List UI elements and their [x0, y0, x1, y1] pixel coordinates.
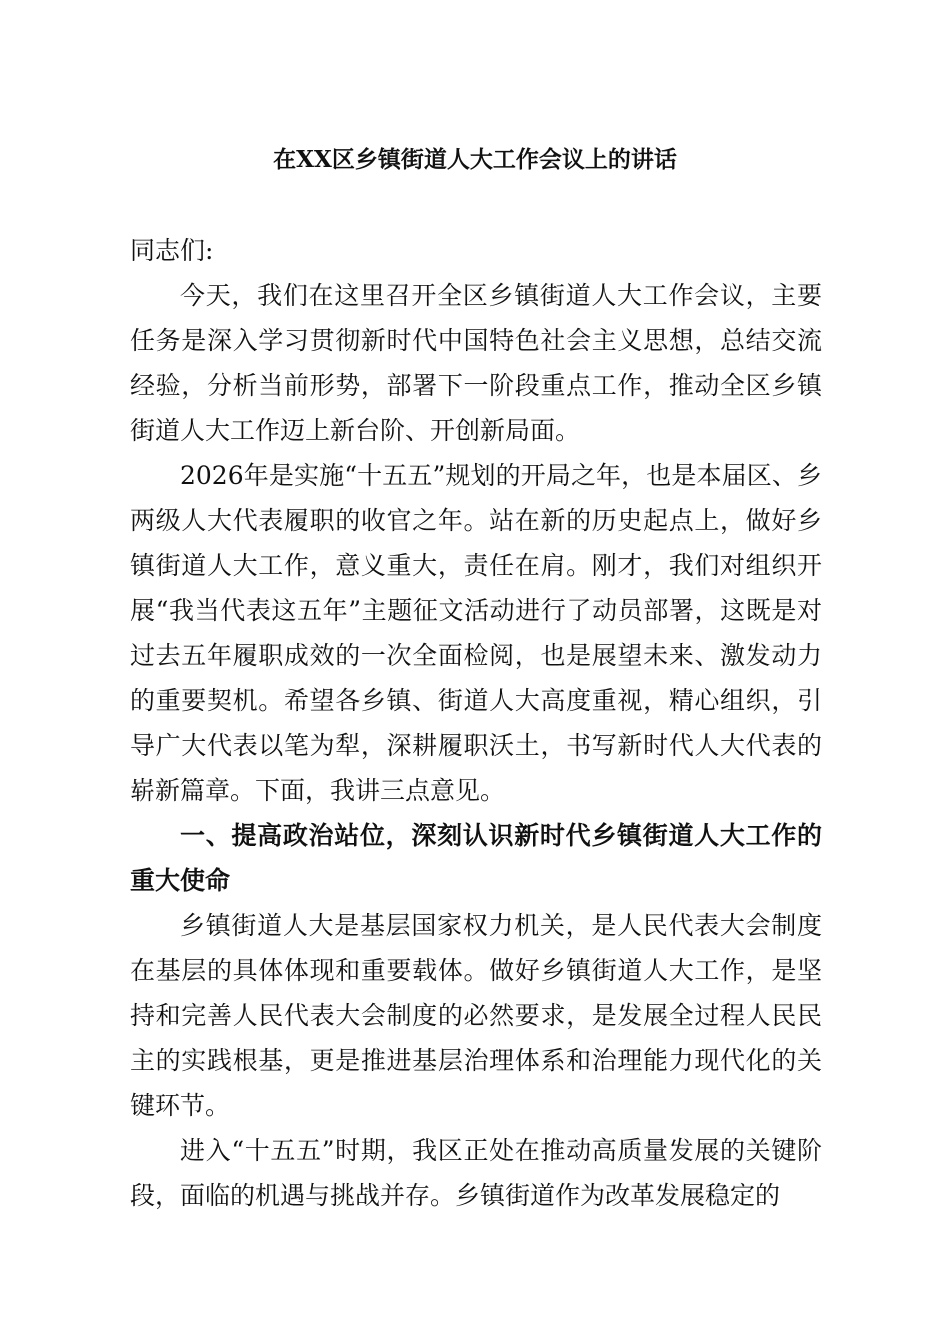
paragraph-section-1: 乡镇街道人大是基层国家权力机关，是人民代表大会制度在基层的具体体现和重要载体。做好乡镇街道人大工作，是坚持和完善人民代表大会制度的必然要求，是发展全过程人民民主的实践根基，更是推进基层治理体系和治理能力现代化的关键环节。: [130, 911, 822, 1120]
paragraph-section-2: 进入“十五五”时期，我区正处在推动高质量发展的关键阶段，面临的机遇与挑战并存。乡镇街道作为改革发展稳定的: [130, 1136, 822, 1210]
greeting: 同志们:: [130, 236, 214, 265]
paragraph-context: 2026年是实施“十五五”规划的开局之年，也是本届区、乡两级人大代表履职的收官之年。站在新的历史起点上，做好乡镇街道人大工作，意义重大，责任在肩。刚才，我们对组织开展“我当代表这五年”主题征文活动进行了动员部署，这既是对过去五年履职成效的一次全面检阅，也是展望未来、激发动力的重要契机。希望各乡镇、街道人大高度重视，精心组织，引导广大代表以笔为犁，深耕履职沃土，书写新时代人大代表的崭新篇章。下面，我讲三点意见。: [130, 461, 822, 805]
document-title: 在XX区乡镇街道人大工作会议上的讲话: [273, 146, 677, 173]
section-heading-1: 一、提高政治站位，深刻认识新时代乡镇街道人大工作的重大使命: [130, 821, 822, 895]
paragraph-intro: 今天，我们在这里召开全区乡镇街道人大工作会议，主要任务是深入学习贯彻新时代中国特色社会主义思想，总结交流经验，分析当前形势，部署下一阶段重点工作，推动全区乡镇街道人大工作迈上新台阶、开创新局面。: [130, 281, 822, 445]
document-body: [130, 228, 822, 1218]
